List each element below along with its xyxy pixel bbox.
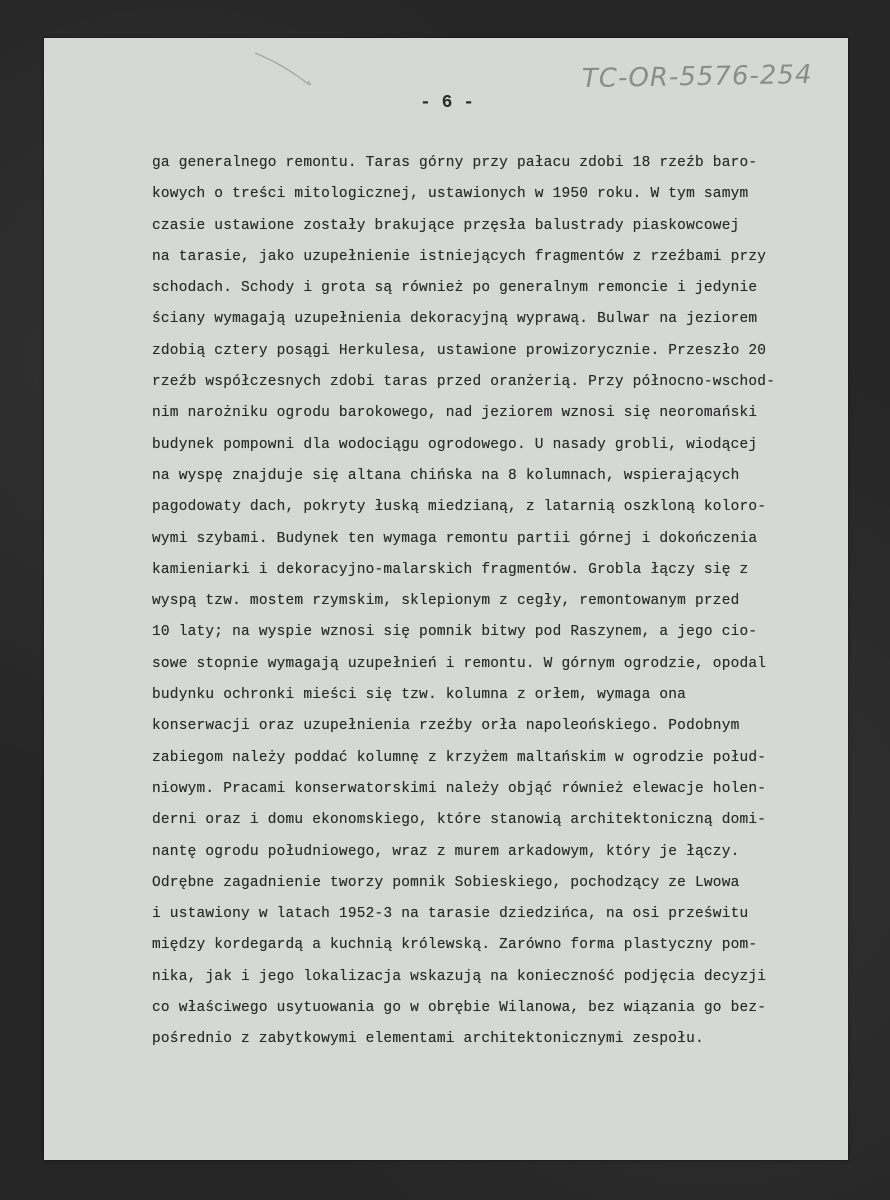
text-line: między kordegardą a kuchnią królewską. Zarówno forma plastyczny pom- [152,937,758,954]
text-line: ściany wymagają uzupełnienia dekoracyjną wyprawą. Bulwar na jeziorem [152,311,758,328]
pencil-mark [250,45,320,85]
text-line: kamieniarki i dekoracyjno-malarskich fragmentów. Grobla łączy się z [152,561,749,578]
text-line: Odrębne zagadnienie tworzy pomnik Sobieskiego, pochodzący ze Lwowa [152,874,740,891]
text-line: pośrednio z zabytkowymi elementami architektonicznymi zespołu. [152,1031,704,1048]
text-line: na tarasie, jako uzupełnienie istniejących fragmentów z rzeźbami przy [152,248,767,265]
body-text [152,148,842,1056]
text-line: niowym. Pracami konserwatorskimi należy objąć również elewacje holen- [152,780,767,797]
text-line: zdobią cztery posągi Herkulesa, ustawione prowizorycznie. Przeszło 20 [152,342,767,359]
text-line: budynku ochronki mieści się tzw. kolumna z orłem, wymaga ona [152,687,687,704]
archive-reference: TC-OR-5576-254 [581,59,813,95]
text-line: na wyspę znajduje się altana chińska na 8 kolumnach, wspierających [152,467,740,484]
text-line: kowych o treści mitologicznej, ustawionych w 1950 roku. W tym samym [152,186,749,203]
text-line: budynek pompowni dla wodociągu ogrodowego. U nasady grobli, wiodącej [152,436,758,453]
text-line: sowe stopnie wymagają uzupełnień i remontu. W górnym ogrodzie, opodal [152,655,767,672]
text-line: nim narożniku ogrodu barokowego, nad jeziorem wznosi się neoromański [152,405,758,422]
text-line: nantę ogrodu południowego, wraz z murem arkadowym, który je łączy. [152,843,740,860]
text-line: pagodowaty dach, pokryty łuską miedzianą, z latarnią oszkloną koloro- [152,499,767,516]
text-line: zabiegom należy poddać kolumnę z krzyżem maltańskim w ogrodzie połud- [152,749,767,766]
page-number: - 6 - [420,93,475,113]
text-line: wyspą tzw. mostem rzymskim, sklepionym z cegły, remontowanym przed [152,593,740,610]
text-line: schodach. Schody i grota są również po generalnym remoncie i jedynie [152,280,758,297]
text-line: co właściwego usytuowania go w obrębie Wilanowa, bez wiązania go bez- [152,1000,767,1017]
text-line: ga generalnego remontu. Taras górny przy pałacu zdobi 18 rzeźb baro- [152,155,758,171]
text-line: nika, jak i jego lokalizacja wskazują na konieczność podjęcia decyzji [152,968,767,985]
text-line: rzeźb współczesnych zdobi taras przed oranżerią. Przy północno-wschod- [152,374,776,391]
text-line: konserwacji oraz uzupełnienia rzeźby orła napoleońskiego. Podobnym [152,718,740,735]
text-line: 10 laty; na wyspie wznosi się pomnik bitwy pod Raszynem, a jego cio- [152,624,758,641]
text-line: i ustawiony w latach 1952-3 na tarasie dziedzińca, na osi prześwitu [152,906,749,923]
text-line: derni oraz i domu ekonomskiego, które stanowią architektoniczną domi- [152,812,767,829]
text-line: wymi szybami. Budynek ten wymaga remontu partii górnej i dokończenia [152,530,758,547]
text-line: czasie ustawione zostały brakujące przęsła balustrady piaskowcowej [152,217,740,234]
